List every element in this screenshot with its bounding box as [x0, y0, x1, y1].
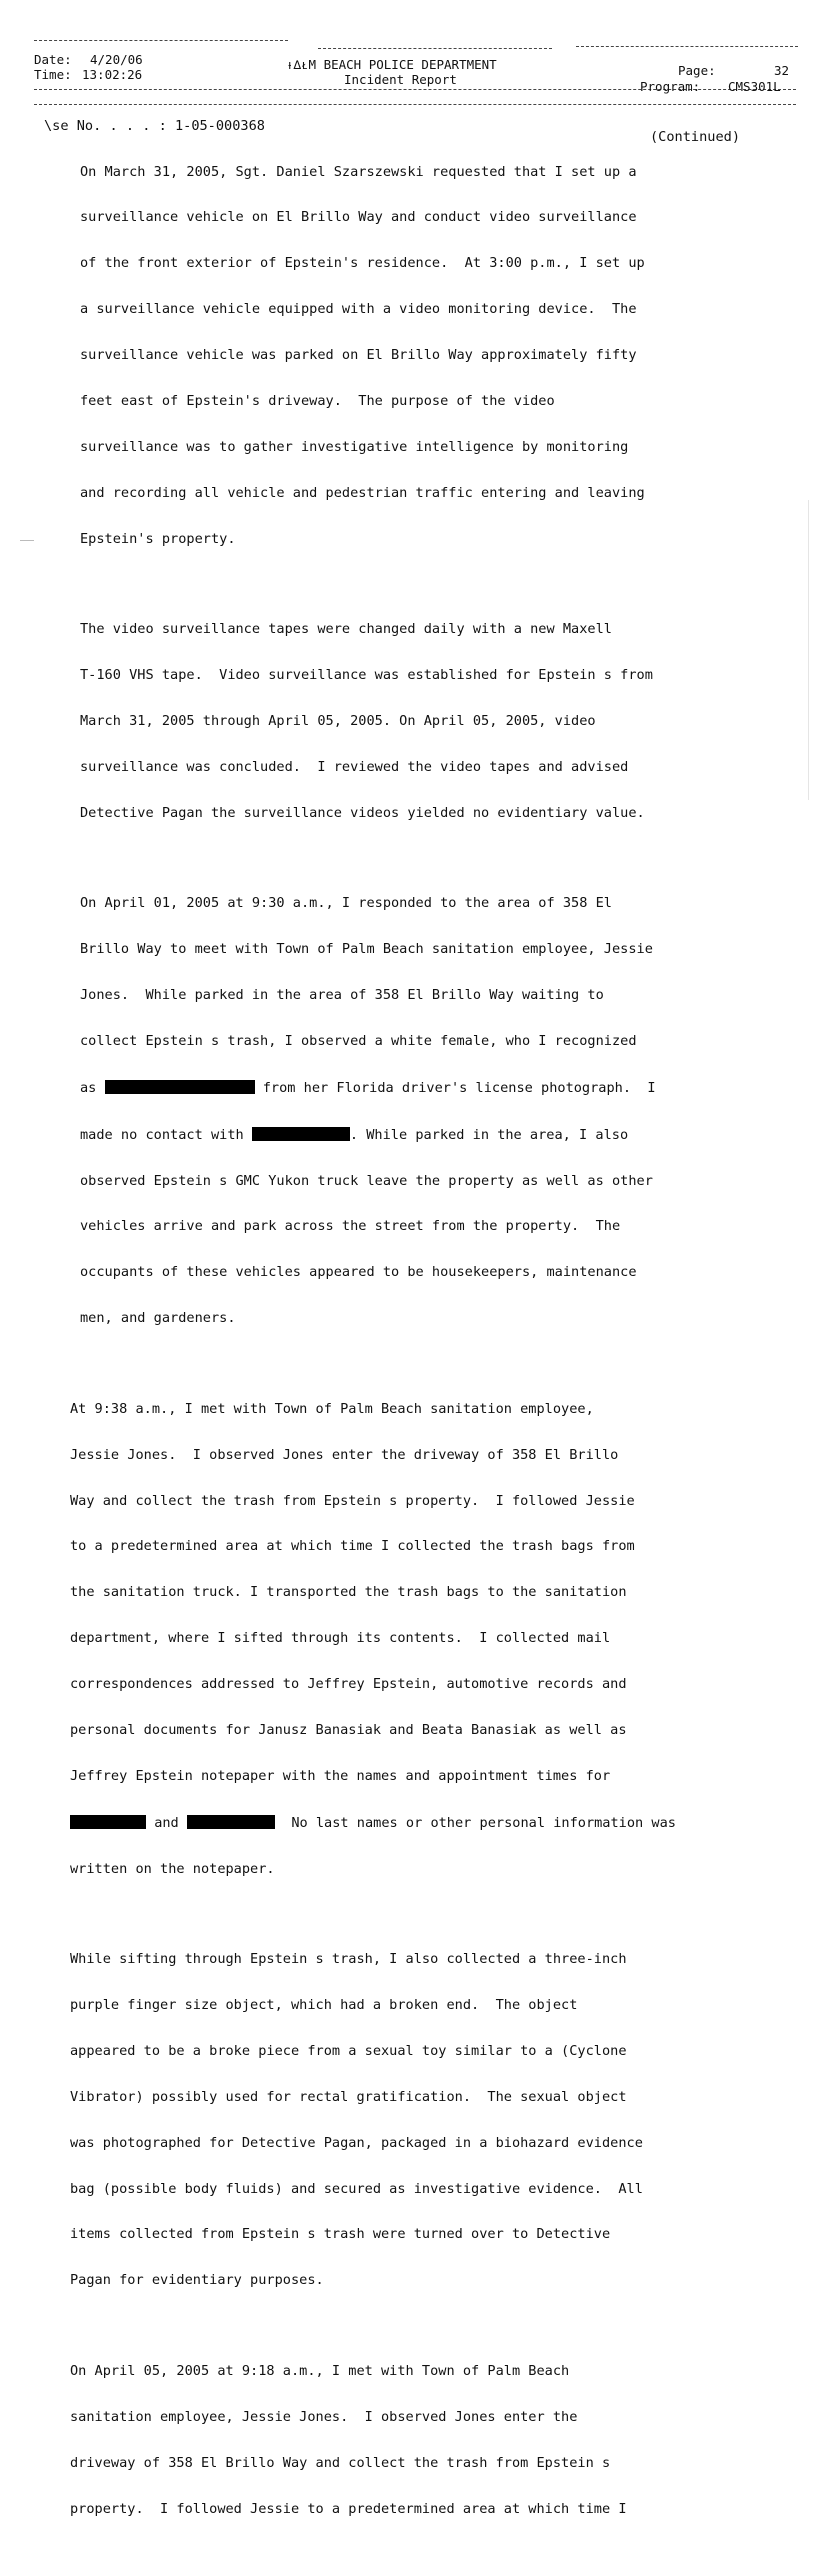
text-line: bag (possible body fluids) and secured as investigative evidence. All — [70, 2180, 643, 2197]
text-line-with-redaction — [80, 1080, 780, 1096]
program-code: CMS301L — [728, 79, 781, 94]
header-top-rule — [34, 40, 288, 41]
case-number: \se No. . . . : 1-05-000368 — [44, 118, 265, 134]
paragraph-surveillance-setup — [80, 134, 780, 578]
paragraph-april-05 — [70, 2333, 780, 2547]
text-line: personal documents for Janusz Banasiak and Beata Banasiak as well as — [70, 1721, 627, 1738]
text-line: and recording all vehicle and pedestrian traffic entering and leaving — [80, 484, 645, 501]
header-bottom-rule-2 — [34, 104, 796, 105]
text-fragment: made no contact with — [80, 1126, 244, 1143]
text-line: vehicles arrive and park across the street from the property. The — [80, 1218, 621, 1235]
text-fragment: No last names or other personal information was — [291, 1814, 676, 1831]
report-body — [70, 134, 780, 2561]
text-line: the sanitation truck. I transported the trash bags to the sanitation — [70, 1584, 627, 1601]
text-line: items collected from Epstein s trash were turned over to Detective — [70, 2226, 611, 2243]
text-line-with-redaction — [70, 1815, 780, 1831]
text-line: of the front exterior of Epstein's residence. At 3:00 p.m., I set up — [80, 255, 645, 272]
text-line: At 9:38 a.m., I met with Town of Palm Beach sanitation employee, — [70, 1400, 594, 1417]
text-line: sanitation employee, Jessie Jones. I observed Jones enter the — [70, 2408, 578, 2425]
text-line: On April 01, 2005 at 9:30 a.m., I responded to the area of 358 El — [80, 895, 612, 912]
page-number: 32 — [774, 63, 790, 78]
paragraph-trash-collection — [70, 1371, 780, 1907]
department-name: ᵼ∆ᴌM BEACH POLICE DEPARTMENT — [286, 57, 497, 72]
text-line-with-redaction — [80, 1127, 780, 1143]
report-type: Incident Report — [344, 72, 457, 87]
scan-artifact — [20, 540, 34, 541]
text-line: Brillo Way to meet with Town of Palm Beach sanitation employee, Jessie — [80, 941, 653, 958]
text-line: T-160 VHS tape. Video surveillance was established for Epstein s from — [80, 667, 653, 684]
text-line: Jeffrey Epstein notepaper with the names and appointment times for — [70, 1767, 611, 1784]
page-label: Page: — [678, 63, 716, 78]
text-line: Epstein's property. — [80, 530, 236, 547]
header-top-rule-middle — [318, 48, 552, 49]
text-line: driveway of 358 El Brillo Way and collect the trash from Epstein s — [70, 2454, 611, 2471]
text-line: feet east of Epstein's driveway. The purpose of the video — [80, 393, 555, 410]
text-line: department, where I sifted through its contents. I collected mail — [70, 1630, 611, 1647]
text-line: Vibrator) possibly used for rectal gratification. The sexual object — [70, 2088, 627, 2105]
text-line: appeared to be a broke piece from a sexual toy similar to a (Cyclone — [70, 2042, 627, 2059]
text-fragment: as — [80, 1079, 97, 1096]
text-line: was photographed for Detective Pagan, packaged in a biohazard evidence — [70, 2134, 643, 2151]
date-value: 4/20/06 — [90, 52, 143, 67]
text-line: surveillance was concluded. I reviewed the video tapes and advised — [80, 758, 629, 775]
text-line: surveillance vehicle on El Brillo Way and conduct video surveillance — [80, 209, 637, 226]
header-top-rule-right — [576, 46, 798, 47]
text-line: collect Epstein s trash, I observed a white female, who I recognized — [80, 1032, 637, 1049]
time-value: 13:02:26 — [82, 67, 143, 82]
text-fragment: . While parked in the area, I also — [349, 1126, 629, 1143]
redaction-box — [252, 1127, 350, 1141]
time-label: Time: — [34, 67, 72, 82]
text-fragment: from her Florida driver's license photograph. I — [262, 1079, 656, 1096]
text-line: observed Epstein s GMC Yukon truck leave the property as well as other — [80, 1172, 653, 1189]
text-line: On March 31, 2005, Sgt. Daniel Szarszewski requested that I set up a — [80, 163, 637, 180]
text-line: Way and collect the trash from Epstein s property. I followed Jessie — [70, 1492, 635, 1509]
text-line: surveillance was to gather investigative intelligence by monitoring — [80, 438, 629, 455]
redaction-box — [70, 1815, 146, 1829]
text-line: The video surveillance tapes were changed daily with a new Maxell — [80, 621, 612, 638]
text-line: March 31, 2005 through April 05, 2005. On April 05, 2005, video — [80, 712, 596, 729]
text-line: surveillance vehicle was parked on El Brillo Way approximately fifty — [80, 347, 637, 364]
paragraph-video-tapes — [80, 592, 780, 852]
scan-artifact — [808, 500, 809, 800]
text-line: While sifting through Epstein s trash, I also collected a three-inch — [70, 1951, 627, 1968]
date-label: Date: — [34, 52, 72, 67]
paragraph-sifting-trash — [70, 1922, 780, 2320]
text-line: On April 05, 2005 at 9:18 a.m., I met with Town of Palm Beach — [70, 2362, 570, 2379]
continued-label: (Continued) — [650, 129, 741, 145]
redaction-box — [105, 1080, 255, 1094]
text-line: Jessie Jones. I observed Jones enter the driveway of 358 El Brillo — [70, 1446, 619, 1463]
text-line: Detective Pagan the surveillance videos yielded no evidentiary value. — [80, 804, 645, 821]
text-line: occupants of these vehicles appeared to be housekeepers, maintenance — [80, 1264, 637, 1281]
text-line: correspondences addressed to Jeffrey Epstein, automotive records and — [70, 1676, 627, 1693]
text-line: Jones. While parked in the area of 358 El Brillo Way waiting to — [80, 987, 604, 1004]
paragraph-april-01 — [80, 866, 780, 1358]
text-line: written on the notepaper. — [70, 1860, 275, 1877]
redaction-box — [187, 1815, 275, 1829]
text-line: property. I followed Jessie to a predetermined area at which time I — [70, 2500, 627, 2517]
text-line: purple finger size object, which had a broken end. The object — [70, 1997, 578, 2014]
text-fragment: and — [154, 1814, 179, 1831]
text-line: men, and gardeners. — [80, 1310, 236, 1327]
text-line: a surveillance vehicle equipped with a video monitoring device. The — [80, 301, 637, 318]
text-line: to a predetermined area at which time I collected the trash bags from — [70, 1538, 635, 1555]
program-label: Program: — [640, 79, 701, 94]
text-line: Pagan for evidentiary purposes. — [70, 2272, 324, 2289]
